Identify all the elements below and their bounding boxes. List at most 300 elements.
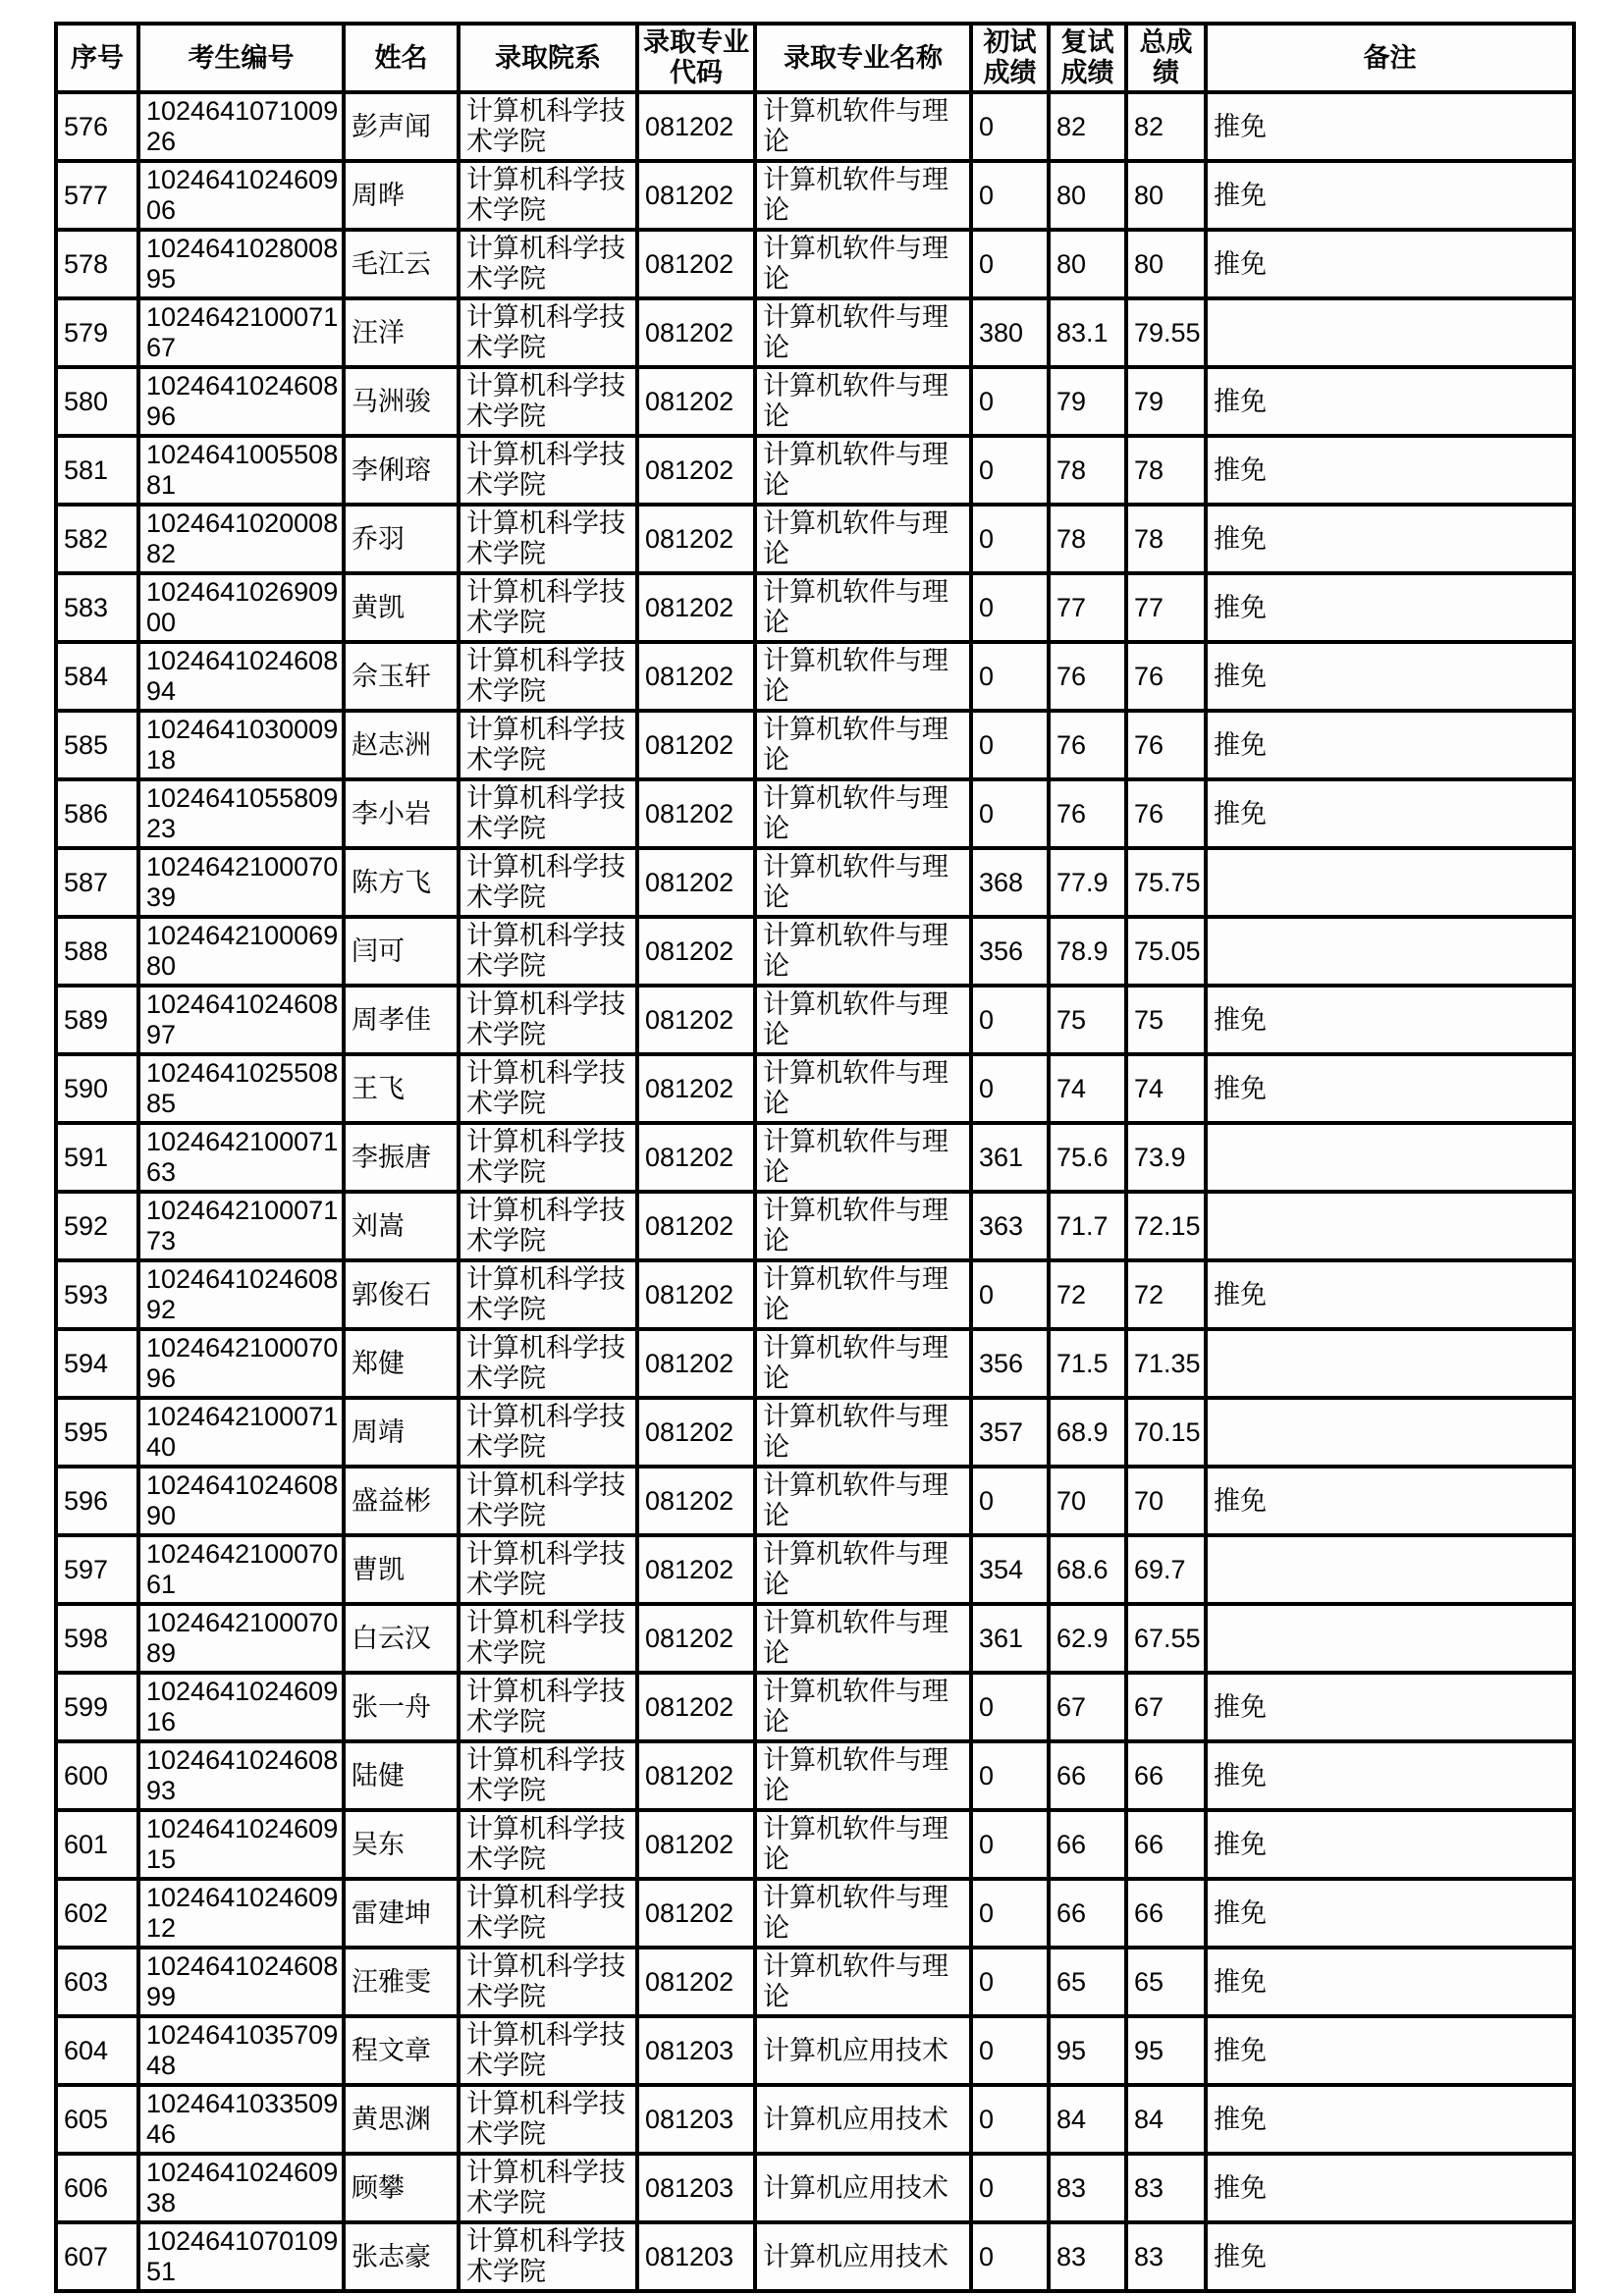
cell-major-code: 081202 bbox=[637, 1467, 755, 1535]
cell-total-score: 75.05 bbox=[1126, 917, 1206, 986]
cell-major-code: 081202 bbox=[637, 298, 755, 367]
table-row bbox=[56, 505, 1574, 573]
cell-candidate-id: 102464102800895 bbox=[138, 230, 344, 298]
cell-serial: 600 bbox=[56, 1741, 138, 1810]
cell-remark bbox=[1206, 1192, 1574, 1260]
cell-initial-score: 0 bbox=[971, 436, 1049, 505]
cell-candidate-id: 102464100550881 bbox=[138, 436, 344, 505]
cell-candidate-id: 102464102000882 bbox=[138, 505, 344, 573]
cell-serial: 578 bbox=[56, 230, 138, 298]
cell-remark: 推免 bbox=[1206, 573, 1574, 642]
cell-major-name: 计算机软件与理论 bbox=[755, 436, 971, 505]
cell-total-score: 84 bbox=[1126, 2085, 1206, 2154]
cell-department: 计算机科学技术学院 bbox=[459, 2154, 637, 2222]
table-row bbox=[56, 298, 1574, 367]
cell-candidate-id: 102464102460896 bbox=[138, 367, 344, 436]
cell-initial-score: 0 bbox=[971, 1467, 1049, 1535]
cell-total-score: 70 bbox=[1126, 1467, 1206, 1535]
cell-total-score: 79 bbox=[1126, 367, 1206, 436]
cell-total-score: 76 bbox=[1126, 711, 1206, 779]
cell-candidate-id: 102464102460899 bbox=[138, 1948, 344, 2016]
cell-department: 计算机科学技术学院 bbox=[459, 1329, 637, 1398]
cell-department: 计算机科学技术学院 bbox=[459, 1535, 637, 1604]
cell-major-code: 081202 bbox=[637, 573, 755, 642]
cell-serial: 594 bbox=[56, 1329, 138, 1398]
cell-name: 曹凯 bbox=[344, 1535, 459, 1604]
cell-major-code: 081203 bbox=[637, 2154, 755, 2222]
cell-initial-score: 0 bbox=[971, 1260, 1049, 1329]
cell-total-score: 72 bbox=[1126, 1260, 1206, 1329]
table-row bbox=[56, 1192, 1574, 1260]
cell-retest-score: 68.9 bbox=[1049, 1398, 1126, 1467]
cell-initial-score: 0 bbox=[971, 711, 1049, 779]
cell-department: 计算机科学技术学院 bbox=[459, 2016, 637, 2085]
cell-department: 计算机科学技术学院 bbox=[459, 779, 637, 848]
table-row bbox=[56, 848, 1574, 917]
cell-major-code: 081202 bbox=[637, 1329, 755, 1398]
table-row bbox=[56, 2222, 1574, 2291]
cell-major-name: 计算机软件与理论 bbox=[755, 1260, 971, 1329]
cell-major-code: 081202 bbox=[637, 1192, 755, 1260]
cell-major-code: 081203 bbox=[637, 2085, 755, 2154]
cell-remark: 推免 bbox=[1206, 1879, 1574, 1948]
cell-name: 李俐瑢 bbox=[344, 436, 459, 505]
cell-remark: 推免 bbox=[1206, 1467, 1574, 1535]
cell-department: 计算机科学技术学院 bbox=[459, 848, 637, 917]
cell-major-name: 计算机软件与理论 bbox=[755, 1535, 971, 1604]
cell-retest-score: 95 bbox=[1049, 2016, 1126, 2085]
cell-major-code: 081202 bbox=[637, 1398, 755, 1467]
cell-total-score: 79.55 bbox=[1126, 298, 1206, 367]
cell-remark bbox=[1206, 1329, 1574, 1398]
cell-major-name: 计算机软件与理论 bbox=[755, 1810, 971, 1879]
cell-retest-score: 75 bbox=[1049, 986, 1126, 1054]
cell-name: 陈方飞 bbox=[344, 848, 459, 917]
cell-serial: 596 bbox=[56, 1467, 138, 1535]
cell-total-score: 73.9 bbox=[1126, 1123, 1206, 1192]
cell-major-name: 计算机软件与理论 bbox=[755, 711, 971, 779]
cell-total-score: 66 bbox=[1126, 1741, 1206, 1810]
cell-retest-score: 78 bbox=[1049, 505, 1126, 573]
column-header-remark: 备注 bbox=[1206, 24, 1574, 92]
cell-candidate-id: 102464102460892 bbox=[138, 1260, 344, 1329]
cell-major-name: 计算机软件与理论 bbox=[755, 917, 971, 986]
cell-remark: 推免 bbox=[1206, 161, 1574, 230]
cell-department: 计算机科学技术学院 bbox=[459, 92, 637, 161]
cell-candidate-id: 102464210007173 bbox=[138, 1192, 344, 1260]
cell-remark: 推免 bbox=[1206, 436, 1574, 505]
cell-total-score: 71.35 bbox=[1126, 1329, 1206, 1398]
cell-major-code: 081202 bbox=[637, 1123, 755, 1192]
cell-major-name: 计算机软件与理论 bbox=[755, 1879, 971, 1948]
table-row bbox=[56, 917, 1574, 986]
cell-retest-score: 75.6 bbox=[1049, 1123, 1126, 1192]
cell-serial: 598 bbox=[56, 1604, 138, 1673]
cell-serial: 577 bbox=[56, 161, 138, 230]
cell-serial: 605 bbox=[56, 2085, 138, 2154]
table-row bbox=[56, 1467, 1574, 1535]
cell-major-name: 计算机软件与理论 bbox=[755, 779, 971, 848]
cell-major-name: 计算机软件与理论 bbox=[755, 161, 971, 230]
cell-name: 周靖 bbox=[344, 1398, 459, 1467]
cell-major-code: 081202 bbox=[637, 1604, 755, 1673]
cell-name: 雷建坤 bbox=[344, 1879, 459, 1948]
cell-initial-score: 0 bbox=[971, 2154, 1049, 2222]
cell-initial-score: 0 bbox=[971, 92, 1049, 161]
cell-initial-score: 0 bbox=[971, 230, 1049, 298]
cell-remark: 推免 bbox=[1206, 711, 1574, 779]
cell-major-code: 081203 bbox=[637, 2222, 755, 2291]
cell-total-score: 95 bbox=[1126, 2016, 1206, 2085]
cell-major-name: 计算机软件与理论 bbox=[755, 1398, 971, 1467]
table-row bbox=[56, 2016, 1574, 2085]
cell-remark bbox=[1206, 917, 1574, 986]
cell-department: 计算机科学技术学院 bbox=[459, 1398, 637, 1467]
cell-name: 周孝佳 bbox=[344, 986, 459, 1054]
column-header-major-name: 录取专业名称 bbox=[755, 24, 971, 92]
cell-total-score: 69.7 bbox=[1126, 1535, 1206, 1604]
cell-initial-score: 0 bbox=[971, 2222, 1049, 2291]
cell-serial: 593 bbox=[56, 1260, 138, 1329]
cell-candidate-id: 102464105580923 bbox=[138, 779, 344, 848]
cell-retest-score: 76 bbox=[1049, 711, 1126, 779]
cell-candidate-id: 102464102460894 bbox=[138, 642, 344, 711]
cell-initial-score: 0 bbox=[971, 986, 1049, 1054]
cell-remark: 推免 bbox=[1206, 642, 1574, 711]
cell-total-score: 80 bbox=[1126, 161, 1206, 230]
cell-initial-score: 0 bbox=[971, 1948, 1049, 2016]
cell-candidate-id: 102464102550885 bbox=[138, 1054, 344, 1123]
table-row bbox=[56, 1260, 1574, 1329]
cell-remark: 推免 bbox=[1206, 2016, 1574, 2085]
cell-major-name: 计算机软件与理论 bbox=[755, 1467, 971, 1535]
cell-department: 计算机科学技术学院 bbox=[459, 573, 637, 642]
cell-serial: 599 bbox=[56, 1673, 138, 1741]
cell-retest-score: 66 bbox=[1049, 1879, 1126, 1948]
cell-remark bbox=[1206, 1535, 1574, 1604]
header-row bbox=[56, 24, 1574, 92]
table-row bbox=[56, 1810, 1574, 1879]
cell-major-name: 计算机应用技术 bbox=[755, 2154, 971, 2222]
cell-remark bbox=[1206, 1604, 1574, 1673]
cell-retest-score: 67 bbox=[1049, 1673, 1126, 1741]
cell-serial: 597 bbox=[56, 1535, 138, 1604]
table-row bbox=[56, 2154, 1574, 2222]
cell-initial-score: 0 bbox=[971, 2016, 1049, 2085]
cell-name: 白云汉 bbox=[344, 1604, 459, 1673]
cell-remark: 推免 bbox=[1206, 2222, 1574, 2291]
cell-initial-score: 380 bbox=[971, 298, 1049, 367]
column-header-initial-score: 初试成绩 bbox=[971, 24, 1049, 92]
cell-major-name: 计算机软件与理论 bbox=[755, 573, 971, 642]
cell-initial-score: 356 bbox=[971, 917, 1049, 986]
cell-remark: 推免 bbox=[1206, 230, 1574, 298]
cell-initial-score: 368 bbox=[971, 848, 1049, 917]
cell-retest-score: 68.6 bbox=[1049, 1535, 1126, 1604]
cell-major-name: 计算机软件与理论 bbox=[755, 298, 971, 367]
cell-department: 计算机科学技术学院 bbox=[459, 367, 637, 436]
cell-serial: 581 bbox=[56, 436, 138, 505]
cell-candidate-id: 102464210007089 bbox=[138, 1604, 344, 1673]
cell-total-score: 72.15 bbox=[1126, 1192, 1206, 1260]
cell-major-name: 计算机软件与理论 bbox=[755, 1948, 971, 2016]
cell-major-code: 081202 bbox=[637, 230, 755, 298]
cell-serial: 588 bbox=[56, 917, 138, 986]
cell-major-code: 081202 bbox=[637, 1741, 755, 1810]
cell-initial-score: 0 bbox=[971, 505, 1049, 573]
cell-total-score: 77 bbox=[1126, 573, 1206, 642]
cell-serial: 579 bbox=[56, 298, 138, 367]
cell-major-code: 081202 bbox=[637, 1810, 755, 1879]
cell-retest-score: 66 bbox=[1049, 1810, 1126, 1879]
cell-remark: 推免 bbox=[1206, 1054, 1574, 1123]
cell-serial: 583 bbox=[56, 573, 138, 642]
cell-department: 计算机科学技术学院 bbox=[459, 1810, 637, 1879]
cell-remark: 推免 bbox=[1206, 1260, 1574, 1329]
cell-retest-score: 80 bbox=[1049, 161, 1126, 230]
cell-retest-score: 71.7 bbox=[1049, 1192, 1126, 1260]
table-row bbox=[56, 367, 1574, 436]
cell-major-code: 081203 bbox=[637, 2016, 755, 2085]
table-row bbox=[56, 1123, 1574, 1192]
column-header-retest-score: 复试成绩 bbox=[1049, 24, 1126, 92]
cell-total-score: 83 bbox=[1126, 2154, 1206, 2222]
cell-major-name: 计算机软件与理论 bbox=[755, 1123, 971, 1192]
cell-initial-score: 0 bbox=[971, 367, 1049, 436]
table-row bbox=[56, 92, 1574, 161]
cell-major-name: 计算机软件与理论 bbox=[755, 642, 971, 711]
cell-department: 计算机科学技术学院 bbox=[459, 1123, 637, 1192]
cell-remark: 推免 bbox=[1206, 986, 1574, 1054]
cell-candidate-id: 102464210007140 bbox=[138, 1398, 344, 1467]
cell-total-score: 70.15 bbox=[1126, 1398, 1206, 1467]
cell-name: 乔羽 bbox=[344, 505, 459, 573]
cell-major-name: 计算机软件与理论 bbox=[755, 986, 971, 1054]
cell-major-code: 081202 bbox=[637, 367, 755, 436]
admission-list-table bbox=[54, 22, 1576, 2293]
table-row bbox=[56, 1673, 1574, 1741]
cell-retest-score: 71.5 bbox=[1049, 1329, 1126, 1398]
cell-serial: 580 bbox=[56, 367, 138, 436]
cell-name: 陆健 bbox=[344, 1741, 459, 1810]
cell-major-name: 计算机软件与理论 bbox=[755, 1329, 971, 1398]
cell-total-score: 76 bbox=[1126, 642, 1206, 711]
cell-initial-score: 356 bbox=[971, 1329, 1049, 1398]
cell-name: 李振唐 bbox=[344, 1123, 459, 1192]
cell-department: 计算机科学技术学院 bbox=[459, 2085, 637, 2154]
cell-major-name: 计算机应用技术 bbox=[755, 2085, 971, 2154]
cell-remark: 推免 bbox=[1206, 367, 1574, 436]
cell-major-code: 081202 bbox=[637, 1260, 755, 1329]
cell-name: 佘玉轩 bbox=[344, 642, 459, 711]
cell-department: 计算机科学技术学院 bbox=[459, 986, 637, 1054]
cell-total-score: 76 bbox=[1126, 779, 1206, 848]
cell-retest-score: 77 bbox=[1049, 573, 1126, 642]
cell-total-score: 80 bbox=[1126, 230, 1206, 298]
cell-initial-score: 0 bbox=[971, 1673, 1049, 1741]
cell-serial: 584 bbox=[56, 642, 138, 711]
cell-name: 汪雅雯 bbox=[344, 1948, 459, 2016]
cell-candidate-id: 102464102460897 bbox=[138, 986, 344, 1054]
cell-total-score: 78 bbox=[1126, 436, 1206, 505]
cell-initial-score: 361 bbox=[971, 1123, 1049, 1192]
cell-serial: 589 bbox=[56, 986, 138, 1054]
cell-name: 程文章 bbox=[344, 2016, 459, 2085]
column-header-serial: 序号 bbox=[56, 24, 138, 92]
cell-initial-score: 357 bbox=[971, 1398, 1049, 1467]
cell-retest-score: 79 bbox=[1049, 367, 1126, 436]
cell-retest-score: 77.9 bbox=[1049, 848, 1126, 917]
cell-major-code: 081202 bbox=[637, 848, 755, 917]
cell-retest-score: 83.1 bbox=[1049, 298, 1126, 367]
cell-department: 计算机科学技术学院 bbox=[459, 1879, 637, 1948]
cell-serial: 607 bbox=[56, 2222, 138, 2291]
cell-retest-score: 76 bbox=[1049, 779, 1126, 848]
table-row bbox=[56, 1741, 1574, 1810]
cell-major-name: 计算机软件与理论 bbox=[755, 367, 971, 436]
cell-remark: 推免 bbox=[1206, 2154, 1574, 2222]
cell-retest-score: 84 bbox=[1049, 2085, 1126, 2154]
cell-candidate-id: 102464102460912 bbox=[138, 1879, 344, 1948]
cell-serial: 590 bbox=[56, 1054, 138, 1123]
cell-name: 张一舟 bbox=[344, 1673, 459, 1741]
cell-candidate-id: 102464103350946 bbox=[138, 2085, 344, 2154]
cell-name: 汪洋 bbox=[344, 298, 459, 367]
cell-major-name: 计算机软件与理论 bbox=[755, 1741, 971, 1810]
cell-total-score: 78 bbox=[1126, 505, 1206, 573]
cell-total-score: 65 bbox=[1126, 1948, 1206, 2016]
table-row bbox=[56, 436, 1574, 505]
cell-retest-score: 74 bbox=[1049, 1054, 1126, 1123]
column-header-department: 录取院系 bbox=[459, 24, 637, 92]
cell-name: 顾攀 bbox=[344, 2154, 459, 2222]
cell-name: 彭声闻 bbox=[344, 92, 459, 161]
cell-remark bbox=[1206, 848, 1574, 917]
cell-department: 计算机科学技术学院 bbox=[459, 161, 637, 230]
cell-remark: 推免 bbox=[1206, 2085, 1574, 2154]
cell-serial: 601 bbox=[56, 1810, 138, 1879]
cell-major-code: 081202 bbox=[637, 917, 755, 986]
cell-candidate-id: 102464210007061 bbox=[138, 1535, 344, 1604]
table-row bbox=[56, 779, 1574, 848]
cell-remark bbox=[1206, 1398, 1574, 1467]
cell-candidate-id: 102464102460906 bbox=[138, 161, 344, 230]
cell-retest-score: 82 bbox=[1049, 92, 1126, 161]
cell-name: 闫可 bbox=[344, 917, 459, 986]
cell-department: 计算机科学技术学院 bbox=[459, 1741, 637, 1810]
cell-department: 计算机科学技术学院 bbox=[459, 436, 637, 505]
cell-retest-score: 76 bbox=[1049, 642, 1126, 711]
column-header-total-score: 总成绩 bbox=[1126, 24, 1206, 92]
cell-major-code: 081202 bbox=[637, 1673, 755, 1741]
cell-candidate-id: 102464107100926 bbox=[138, 92, 344, 161]
table-row bbox=[56, 230, 1574, 298]
cell-retest-score: 80 bbox=[1049, 230, 1126, 298]
cell-retest-score: 66 bbox=[1049, 1741, 1126, 1810]
cell-serial: 587 bbox=[56, 848, 138, 917]
cell-major-code: 081202 bbox=[637, 436, 755, 505]
table-row bbox=[56, 986, 1574, 1054]
table-row bbox=[56, 2085, 1574, 2154]
cell-major-name: 计算机软件与理论 bbox=[755, 92, 971, 161]
cell-name: 郭俊石 bbox=[344, 1260, 459, 1329]
cell-retest-score: 78 bbox=[1049, 436, 1126, 505]
cell-major-code: 081202 bbox=[637, 1054, 755, 1123]
cell-major-name: 计算机软件与理论 bbox=[755, 1192, 971, 1260]
table-row bbox=[56, 161, 1574, 230]
cell-total-score: 66 bbox=[1126, 1810, 1206, 1879]
cell-candidate-id: 102464102460915 bbox=[138, 1810, 344, 1879]
cell-total-score: 74 bbox=[1126, 1054, 1206, 1123]
cell-candidate-id: 102464210006980 bbox=[138, 917, 344, 986]
cell-name: 郑健 bbox=[344, 1329, 459, 1398]
cell-department: 计算机科学技术学院 bbox=[459, 917, 637, 986]
cell-major-code: 081202 bbox=[637, 161, 755, 230]
cell-total-score: 67.55 bbox=[1126, 1604, 1206, 1673]
cell-department: 计算机科学技术学院 bbox=[459, 298, 637, 367]
cell-name: 毛江云 bbox=[344, 230, 459, 298]
table-row bbox=[56, 573, 1574, 642]
cell-candidate-id: 102464210007167 bbox=[138, 298, 344, 367]
table-row bbox=[56, 1948, 1574, 2016]
cell-serial: 595 bbox=[56, 1398, 138, 1467]
cell-department: 计算机科学技术学院 bbox=[459, 505, 637, 573]
cell-serial: 606 bbox=[56, 2154, 138, 2222]
cell-initial-score: 0 bbox=[971, 1810, 1049, 1879]
cell-remark bbox=[1206, 298, 1574, 367]
cell-candidate-id: 102464107010951 bbox=[138, 2222, 344, 2291]
table-row bbox=[56, 1879, 1574, 1948]
cell-department: 计算机科学技术学院 bbox=[459, 711, 637, 779]
cell-initial-score: 0 bbox=[971, 1879, 1049, 1948]
cell-department: 计算机科学技术学院 bbox=[459, 1192, 637, 1260]
cell-initial-score: 0 bbox=[971, 1741, 1049, 1810]
cell-major-name: 计算机软件与理论 bbox=[755, 1054, 971, 1123]
cell-initial-score: 0 bbox=[971, 779, 1049, 848]
cell-major-name: 计算机软件与理论 bbox=[755, 230, 971, 298]
cell-serial: 602 bbox=[56, 1879, 138, 1948]
cell-serial: 586 bbox=[56, 779, 138, 848]
cell-major-code: 081202 bbox=[637, 642, 755, 711]
cell-candidate-id: 102464103570948 bbox=[138, 2016, 344, 2085]
cell-department: 计算机科学技术学院 bbox=[459, 1054, 637, 1123]
cell-retest-score: 72 bbox=[1049, 1260, 1126, 1329]
table-row bbox=[56, 1329, 1574, 1398]
cell-retest-score: 83 bbox=[1049, 2154, 1126, 2222]
cell-major-name: 计算机软件与理论 bbox=[755, 505, 971, 573]
cell-total-score: 75 bbox=[1126, 986, 1206, 1054]
cell-initial-score: 0 bbox=[971, 161, 1049, 230]
cell-initial-score: 354 bbox=[971, 1535, 1049, 1604]
cell-major-code: 081202 bbox=[637, 986, 755, 1054]
cell-retest-score: 65 bbox=[1049, 1948, 1126, 2016]
cell-total-score: 66 bbox=[1126, 1879, 1206, 1948]
column-header-major-code: 录取专业代码 bbox=[637, 24, 755, 92]
cell-name: 周晔 bbox=[344, 161, 459, 230]
cell-retest-score: 70 bbox=[1049, 1467, 1126, 1535]
table-row bbox=[56, 1535, 1574, 1604]
cell-total-score: 67 bbox=[1126, 1673, 1206, 1741]
cell-department: 计算机科学技术学院 bbox=[459, 1673, 637, 1741]
cell-retest-score: 83 bbox=[1049, 2222, 1126, 2291]
column-header-name: 姓名 bbox=[344, 24, 459, 92]
cell-candidate-id: 102464102460893 bbox=[138, 1741, 344, 1810]
cell-remark: 推免 bbox=[1206, 92, 1574, 161]
cell-candidate-id: 102464210007163 bbox=[138, 1123, 344, 1192]
cell-total-score: 82 bbox=[1126, 92, 1206, 161]
cell-candidate-id: 102464102690900 bbox=[138, 573, 344, 642]
cell-department: 计算机科学技术学院 bbox=[459, 1604, 637, 1673]
